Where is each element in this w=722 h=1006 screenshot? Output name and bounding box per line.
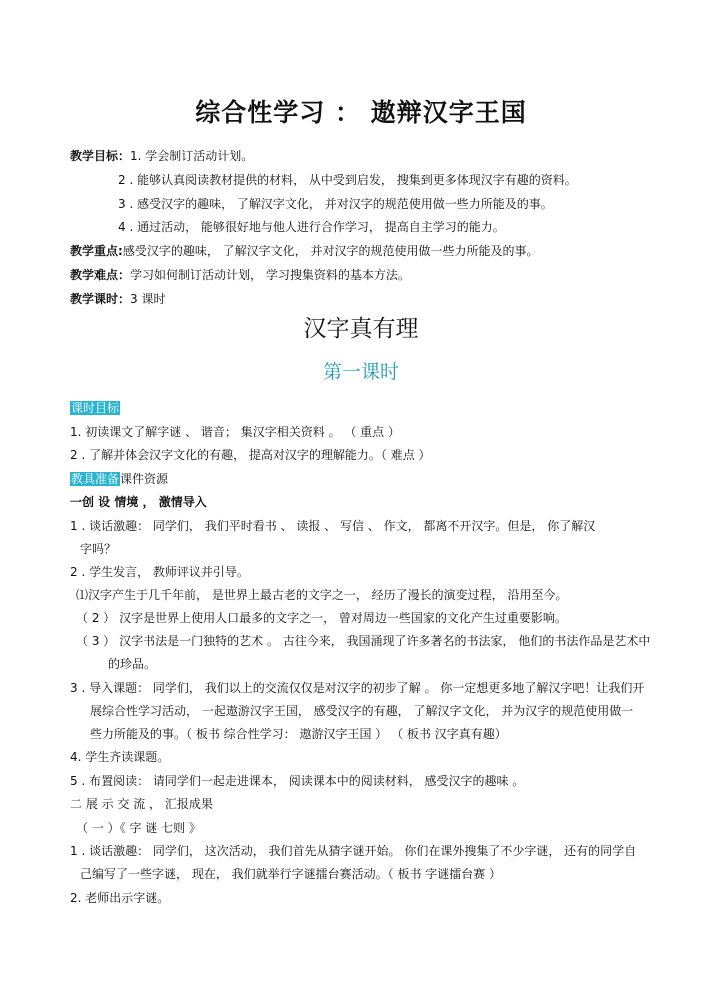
- difficulties-line: [70, 267, 410, 283]
- section1-p2: 2 . 学生发言， 教师评议并引导。: [70, 565, 249, 579]
- lesson-goals-tag-line: [70, 400, 120, 416]
- section1-p3-line-3: 些力所能及的事。（ 板书 综合性学习： 遨游汉字王国 ） （ 板书 汉字真有趣）: [90, 727, 507, 741]
- hours-text: 3 课时: [130, 292, 166, 306]
- section1-p1-line-2: 字吗？: [80, 542, 117, 556]
- page-title: 综合性学习 ： 遨辩汉字王国: [195, 98, 527, 127]
- section2-p1-line-2: 己编写了一些字谜， 现在， 我们就举行字谜擂台赛活动。（ 板书 字谜擂台赛 ）: [80, 867, 502, 881]
- objective-item-4: 4 . 通过活动， 能够很好地与他人进行合作学习， 提高自主学习的能力。: [118, 220, 505, 234]
- objective-item-3: 3 . 感受汉字的趣味， 了解汉字文化， 并对汉字的规范使用做一些力所能及的事。: [118, 197, 553, 211]
- section2-p1-line-1: 1 . 谈话激趣： 同学们， 这次活动， 我们首先从猜字谜开始。 你们在课外搜集了不少字谜， 还有的同学自: [70, 844, 637, 858]
- section2-p2: 2. 老师出示字谜。: [70, 891, 170, 905]
- section1-sub-3-line-2: 的珍品。: [108, 657, 157, 671]
- hours-line: [70, 291, 165, 307]
- hours-label: 教学课时：: [70, 292, 131, 306]
- materials-tag: 教具准备: [71, 472, 120, 486]
- objective-item-2: 2 . 能够认真阅读教材提供的材料， 从中受到启发， 搜集到更多体现汉字有趣的资料。: [118, 173, 577, 187]
- section2-subheading: （ 一 ）《 字 谜 七则 》: [76, 821, 201, 835]
- section1-sub-1: ⑴汉字产生于几千年前， 是世界上最古老的文字之一， 经历了漫长的演变过程， 沿用至今。: [76, 588, 568, 602]
- key-points-text: 感受汉字的趣味， 了解汉字文化， 并对汉字的规范使用做一些力所能及的事。: [122, 244, 539, 258]
- section1-heading: 一创 设 情境 ， 激情导入: [70, 495, 207, 509]
- lesson-title: 第一课时: [322, 361, 399, 383]
- key-points-label: 教学重点:: [70, 244, 123, 258]
- section-subtitle: 汉字真有理: [303, 316, 419, 342]
- materials-text: 课件资源: [120, 472, 169, 486]
- section1-p3-line-2: 展综合性学习活动， 一起遨游汉字王国， 感受汉字的有趣， 了解汉字文化， 并为汉字的规范使用做一: [90, 704, 634, 718]
- lesson-goals-tag: 课时目标: [71, 401, 120, 415]
- objective-item-1: 1. 学会制订活动计划。: [130, 149, 254, 163]
- section2-heading: 二 展 示 交 流 ， 汇报成果: [70, 797, 213, 811]
- section1-p4: 4. 学生齐读课题。: [70, 750, 170, 764]
- section1-p1-line-1: 1 . 谈话激趣： 同学们， 我们平时看书 、 读报 、 写信 、 作文， 都离不开汉字。但是， 你了解汉: [70, 519, 596, 533]
- section1-sub-2: （ 2 ） 汉字是世界上使用人口最多的文字之一， 曾对周边一些国家的文化产生过重要影响。: [76, 611, 567, 625]
- difficulties-text: 学习如何制订活动计划， 学习搜集资料的基本方法。: [130, 268, 410, 282]
- difficulties-label: 教学难点：: [70, 268, 131, 282]
- key-points-line: [70, 243, 538, 259]
- section1-p5: 5 . 布置阅读： 请同学们一起走进课本， 阅读课本中的阅读材料， 感受汉字的趣味 。: [70, 774, 525, 788]
- objectives-line-1: [70, 148, 253, 164]
- lesson-goal-2: 2 . 了解并体会汉字文化的有趣， 提高对汉字的理解能力。（ 难点 ）: [70, 448, 431, 462]
- lesson-goal-1: 1. 初读课文了解字谜 、 谐音； 集汉字相关资料 。 （ 重点 ）: [70, 425, 400, 439]
- objectives-label: 教学目标：: [70, 149, 131, 163]
- materials-line: [70, 471, 168, 487]
- section1-p3-line-1: 3 . 导入课题： 同学们， 我们以上的交流仅仅是对汉字的初步了解 。 你一定想更多地了解汉字吧！让我们开: [70, 681, 645, 695]
- section1-sub-3-line-1: （ 3 ） 汉字书法是一门独特的艺术 。 古往今来， 我国涌现了许多著名的书法家， 他们的书法作品是艺术中: [76, 634, 651, 648]
